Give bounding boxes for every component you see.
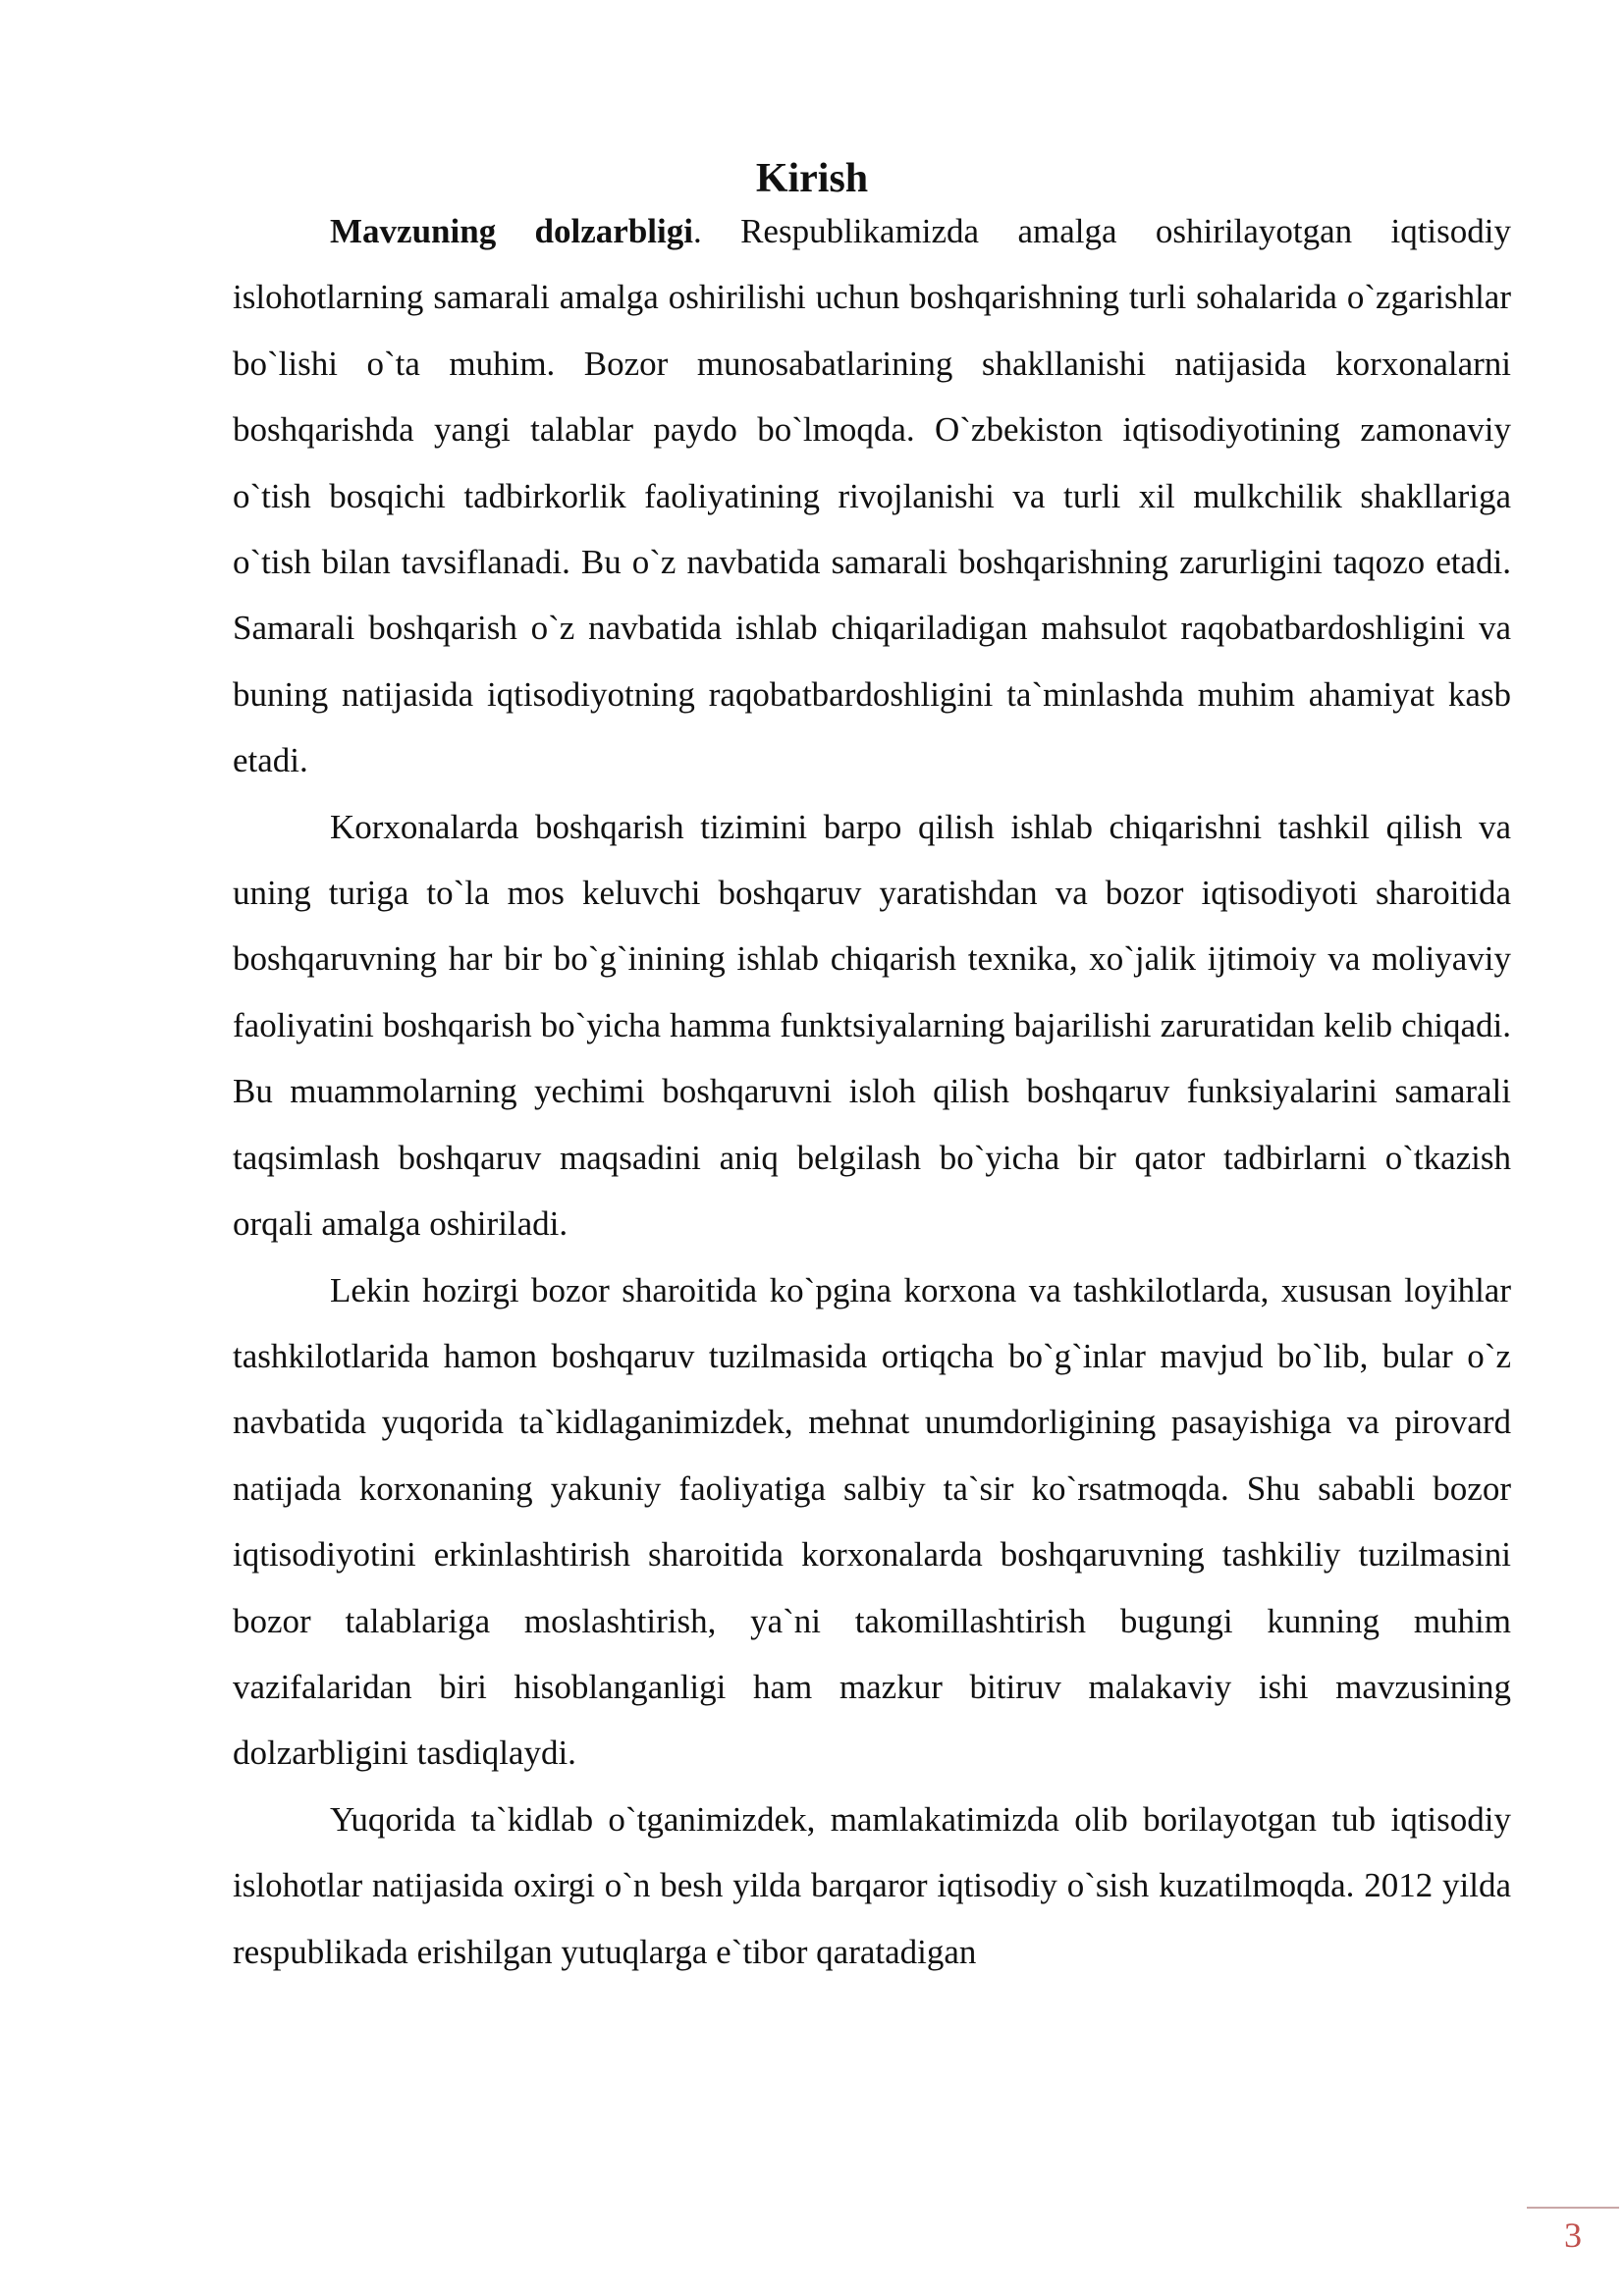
- page-title: Kirish: [755, 156, 869, 201]
- paragraph-3: [233, 1257, 1511, 1787]
- paragraph-text: Korxonalarda boshqarish tizimini barpo qilish ishlab chiqarishni tashkil qilish va uning turiga to`la mos keluvchi boshqaruv yaratishdan va bozor iqtisodiyoti sharoitida boshqaruvning har bir bo`g`inining ishlab chiqarish texnika, xo`jalik ijtimoiy va moliyaviy faoliyatini boshqarish bo`yicha hamma funktsiyalarning bajarilishi zaruratidan kelib chiqadi. Bu muammolarning yechimi boshqaruvni isloh qilish boshqaruv funksiyalarini samarali taqsimlash boshqaruv maqsadini aniq belgilash bo`yicha bir qator tadbirlarni o`tkazish orqali amalga oshiriladi.: [233, 807, 1511, 1244]
- footer-divider: [1527, 2207, 1619, 2209]
- paragraph-text: Lekin hozirgi bozor sharoitida ko`pgina korxona va tashkilotlarda, xususan loyihlar tashkilotlarida hamon boshqaruv tuzilmasida ortiqcha bo`g`inlar mavjud bo`lib, bular o`z navbatida yuqorida ta`kidlaganimizdek, mehnat unumdorligining pasayishiga va pirovard natijada korxonaning yakuniy faoliyatiga salbiy ta`sir ko`rsatmoqda. Shu sababli bozor iqtisodiyotini erkinlashtirish sharoitida korxonalarda boshqaruvning tashkiliy tuzilmasini bozor talablariga moslashtirish, ya`ni takomillashtirish bugungi kunning muhim vazifalaridan biri hisoblanganligi ham mazkur bitiruv malakaviy ishi mavzusining dolzarbligini tasdiqlaydi.: [233, 1270, 1511, 1773]
- paragraph-4: [233, 1787, 1511, 1985]
- paragraph-2: [233, 794, 1511, 1257]
- paragraph-text: Yuqorida ta`kidlab o`tganimizdek, mamlakatimizda olib borilayotgan tub iqtisodiy islohotlar natijasida oxirgi o`n besh yilda barqaror iqtisodiy o`sish kuzatilmoqda. 2012 yilda respublikada erishilgan yutuqlarga e`tibor qaratadigan: [233, 1799, 1511, 1971]
- paragraph-1: [233, 198, 1511, 794]
- body-text: [233, 198, 1511, 1985]
- paragraph-text: . Respublikamizda amalga oshirilayotgan iqtisodiy islohotlarning samarali amalga oshirilishi uchun boshqarishning turli sohalarida o`zgarishlar bo`lishi o`ta muhim. Bozor munosabatlarining shakllanishi natijasida korxonalarni boshqarishda yangi talablar paydo bo`lmoqda. O`zbekiston iqtisodiyotining zamonaviy o`tish bosqichi tadbirkorlik faoliyatining rivojlanishi va turli xil mulkchilik shakllariga o`tish bilan tavsiflanadi. Bu o`z navbatida samarali boshqarishning zarurligini taqozo etadi. Samarali boshqarish o`z navbatida ishlab chiqariladigan mahsulot raqobatbardoshligini va buning natijasida iqtisodiyotning raqobatbardoshligini ta`minlashda muhim ahamiyat kasb etadi.: [233, 212, 1512, 780]
- page-number: 3: [1564, 2216, 1582, 2255]
- paragraph-lead: Mavzuning dolzarbligi: [330, 212, 693, 250]
